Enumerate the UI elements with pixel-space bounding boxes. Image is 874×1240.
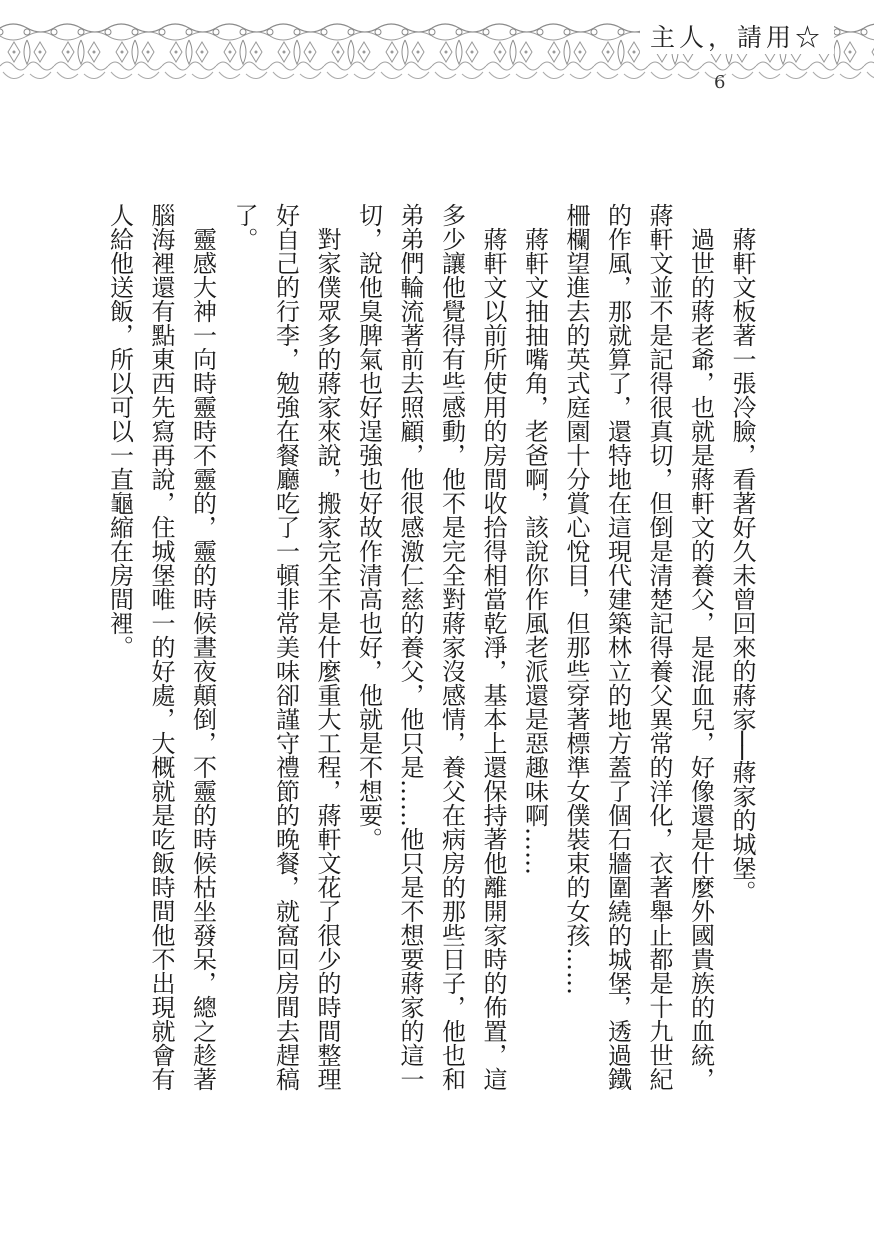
page-number: 6	[714, 72, 726, 93]
paragraph-5: 對家僕眾多的蔣家來說，搬家完全不是什麼重大工程，蔣軒文花了很少的時間整理好自己的行李，勉強在餐廳吃了一頓非常美味卻謹守禮節的晚餐，就窩回房間去趕稿了。	[230, 203, 341, 1091]
paragraph-3: 蔣軒文抽抽嘴角，老爸啊，該說你作風老派還是惡趣味啊……	[520, 227, 549, 875]
running-header-title: 主人，請用☆	[640, 18, 834, 54]
paragraph-2: 過世的蔣老爺，也就是蔣軒文的養父，是混血兒，好像還是什麼外國貴族的血統，蔣軒文並不是記得很真切，但倒是清楚記得養父異常的洋化，衣著舉止都是十九世紀的作風，那就算了，還特地在這現代建築林立的地方蓋了個石牆圍繞的城堡，透過鐵柵欄望進去的英式庭園十分賞心悅目，但那些穿著標準女僕裝束的女孩……	[562, 203, 715, 1091]
body-text-vertical	[105, 203, 762, 1093]
paragraph-6: 靈感大神一向時靈時不靈的，靈的時候晝夜顛倒，不靈的時候枯坐發呆，總之趁著腦海裡還有點東西先寫再說，住城堡唯一的好處，大概就是吃飯時間他不出現就會有人給他送飯，所以可以一直龜縮在房間裡。	[105, 203, 217, 1091]
paragraph-1: 蔣軒文板著一張冷臉，看著好久未曾回來的蔣家──蔣家的城堡。	[728, 227, 756, 904]
paragraph-4: 蔣軒文以前所使用的房間收拾得相當乾淨，基本上還保持著他離開家時的佈置，這多少讓他覺得有些感動，他不是完全對蔣家沒感情，養父在病房的那些日子，他也和弟弟們輪流著前去照顧，他很感激仁慈的養父，他只是……他只是不想要蔣家的這一切，說他臭脾氣也好逞強也好故作清高也好，他就是不想要。	[354, 203, 507, 1091]
